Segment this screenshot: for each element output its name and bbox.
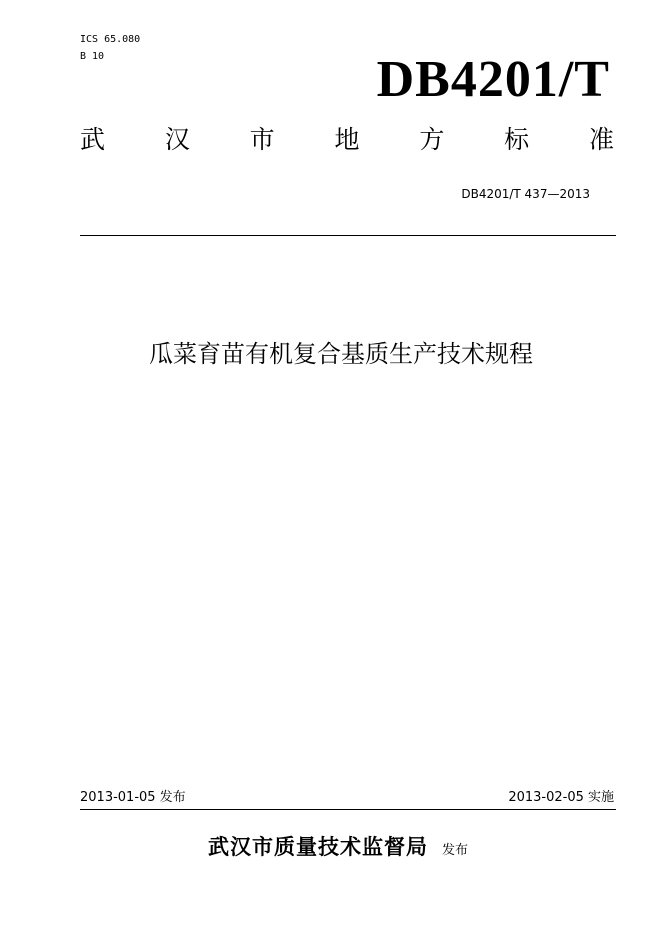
top-divider [80, 235, 616, 236]
standard-name-char: 标 [504, 125, 530, 154]
clc-code: B 10 [80, 51, 105, 62]
standard-number: DB4201/T 437—2013 [461, 187, 590, 201]
standard-name-char: 武 [80, 125, 106, 154]
ics-code: ICS 65.080 [80, 34, 141, 45]
standard-name [80, 124, 614, 156]
standard-name-char: 方 [419, 125, 445, 154]
standard-name-char: 准 [588, 125, 614, 154]
document-title: 瓜菜育苗有机复合基质生产技术规程 [149, 340, 533, 368]
issuer-name: 武汉市质量技术监督局 [207, 835, 428, 859]
issuer-suffix: 发布 [441, 843, 468, 858]
issuer-line [0, 831, 662, 861]
standard-name-char: 地 [334, 125, 360, 154]
bottom-divider [80, 809, 616, 810]
standard-name-char: 汉 [164, 125, 190, 154]
publish-date: 2013-01-05 发布 [80, 790, 186, 805]
standard-name-char: 市 [249, 125, 275, 154]
standard-code: DB4201/T [376, 51, 610, 108]
effective-date: 2013-02-05 实施 [508, 790, 614, 805]
